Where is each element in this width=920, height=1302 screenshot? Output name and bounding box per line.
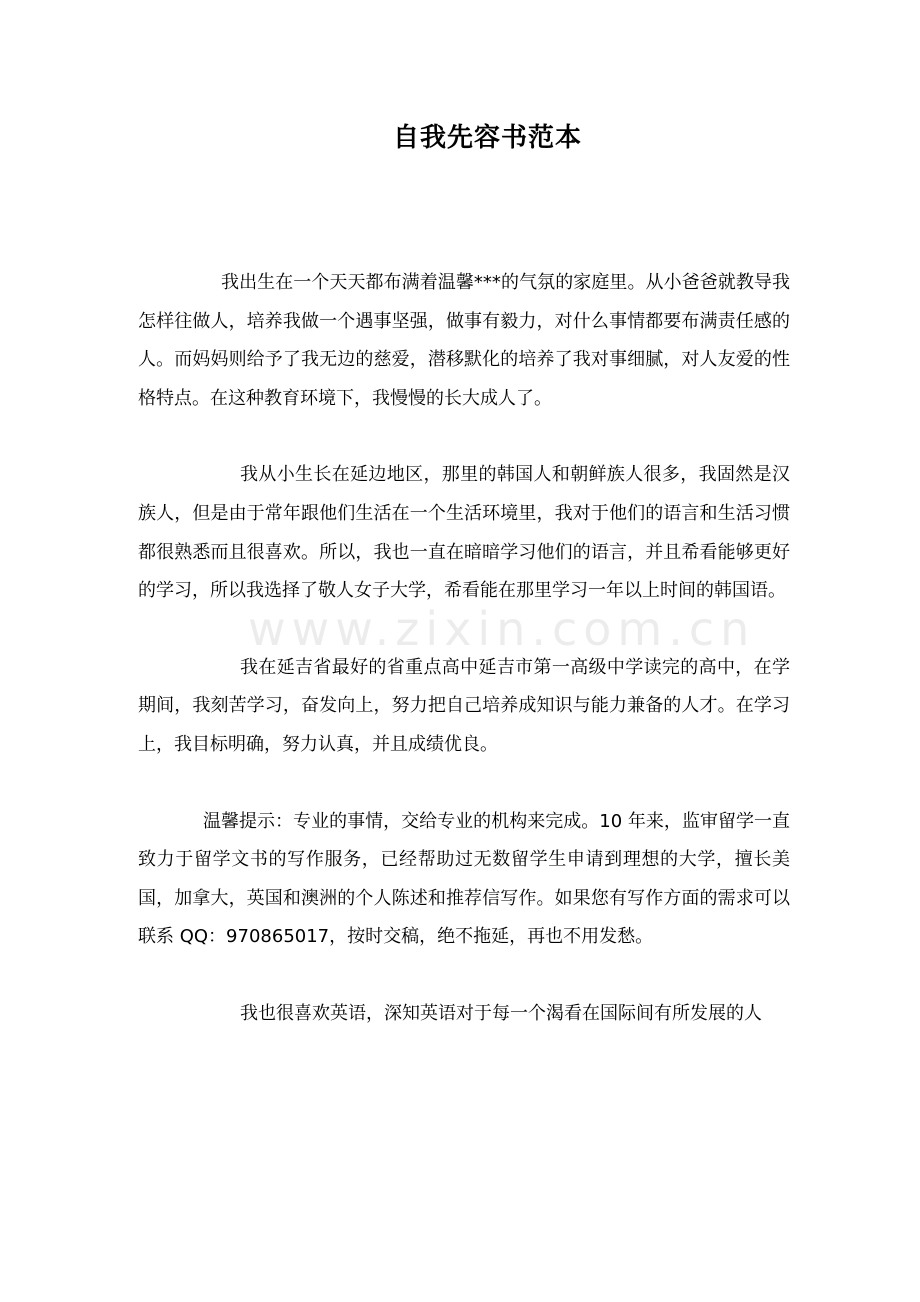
document-body — [138, 264, 790, 1072]
document-title: 自我先容书范本 — [392, 123, 582, 153]
paragraph-education: 我在延吉省最好的省重点高中延吉市第一高级中学读完的高中，在学期间，我刻苦学习，奋发向上，努力把自己培养成知识与能力兼备的人才。在学习上，我目标明确，努力认真，并且成绩优良。 — [138, 656, 790, 755]
paragraph-background: 我从小生长在延边地区，那里的韩国人和朝鲜族人很多，我固然是汉族人，但是由于常年跟他们生活在一个生活环境里，我对于他们的语言和生活习惯都很熟悉而且很喜欢。所以，我也一直在暗暗学习他们的语言，并且希看能够更好的学习，所以我选择了敬人女子大学，希看能在那里学习一年以上时间的韩国语。 — [138, 464, 790, 602]
paragraph-notice: 温馨提示：专业的事情，交给专业的机构来完成。10 年来，监审留学一直致力于留学文书的写作服务，已经帮助过无数留学生申请到理想的大学，擅长美国，加拿大，英国和澳洲的个人陈述和推荐信写作。如果您有写作方面的需求可以 联系 QQ：970865017，按时交稿，绝不拖延，再也不用发愁。 — [138, 810, 790, 948]
paragraph-english: 我也很喜欢英语，深知英语对于每一个渴看在国际间有所发展的人 — [240, 1002, 762, 1024]
paragraph-family: 我出生在一个天天都布满着温馨***的气氛的家庭里。从小爸爸就教导我怎样往做人，培养我做一个遇事坚强，做事有毅力，对什么事情都要布满责任感的人。而妈妈则给予了我无边的慈爱，潜移默化的培养了我对事细腻，对人友爱的性格特点。在这种教育环境下，我慢慢的长大成人了。 — [138, 272, 790, 409]
watermark-text: www.zixin.com.cn — [248, 602, 756, 656]
